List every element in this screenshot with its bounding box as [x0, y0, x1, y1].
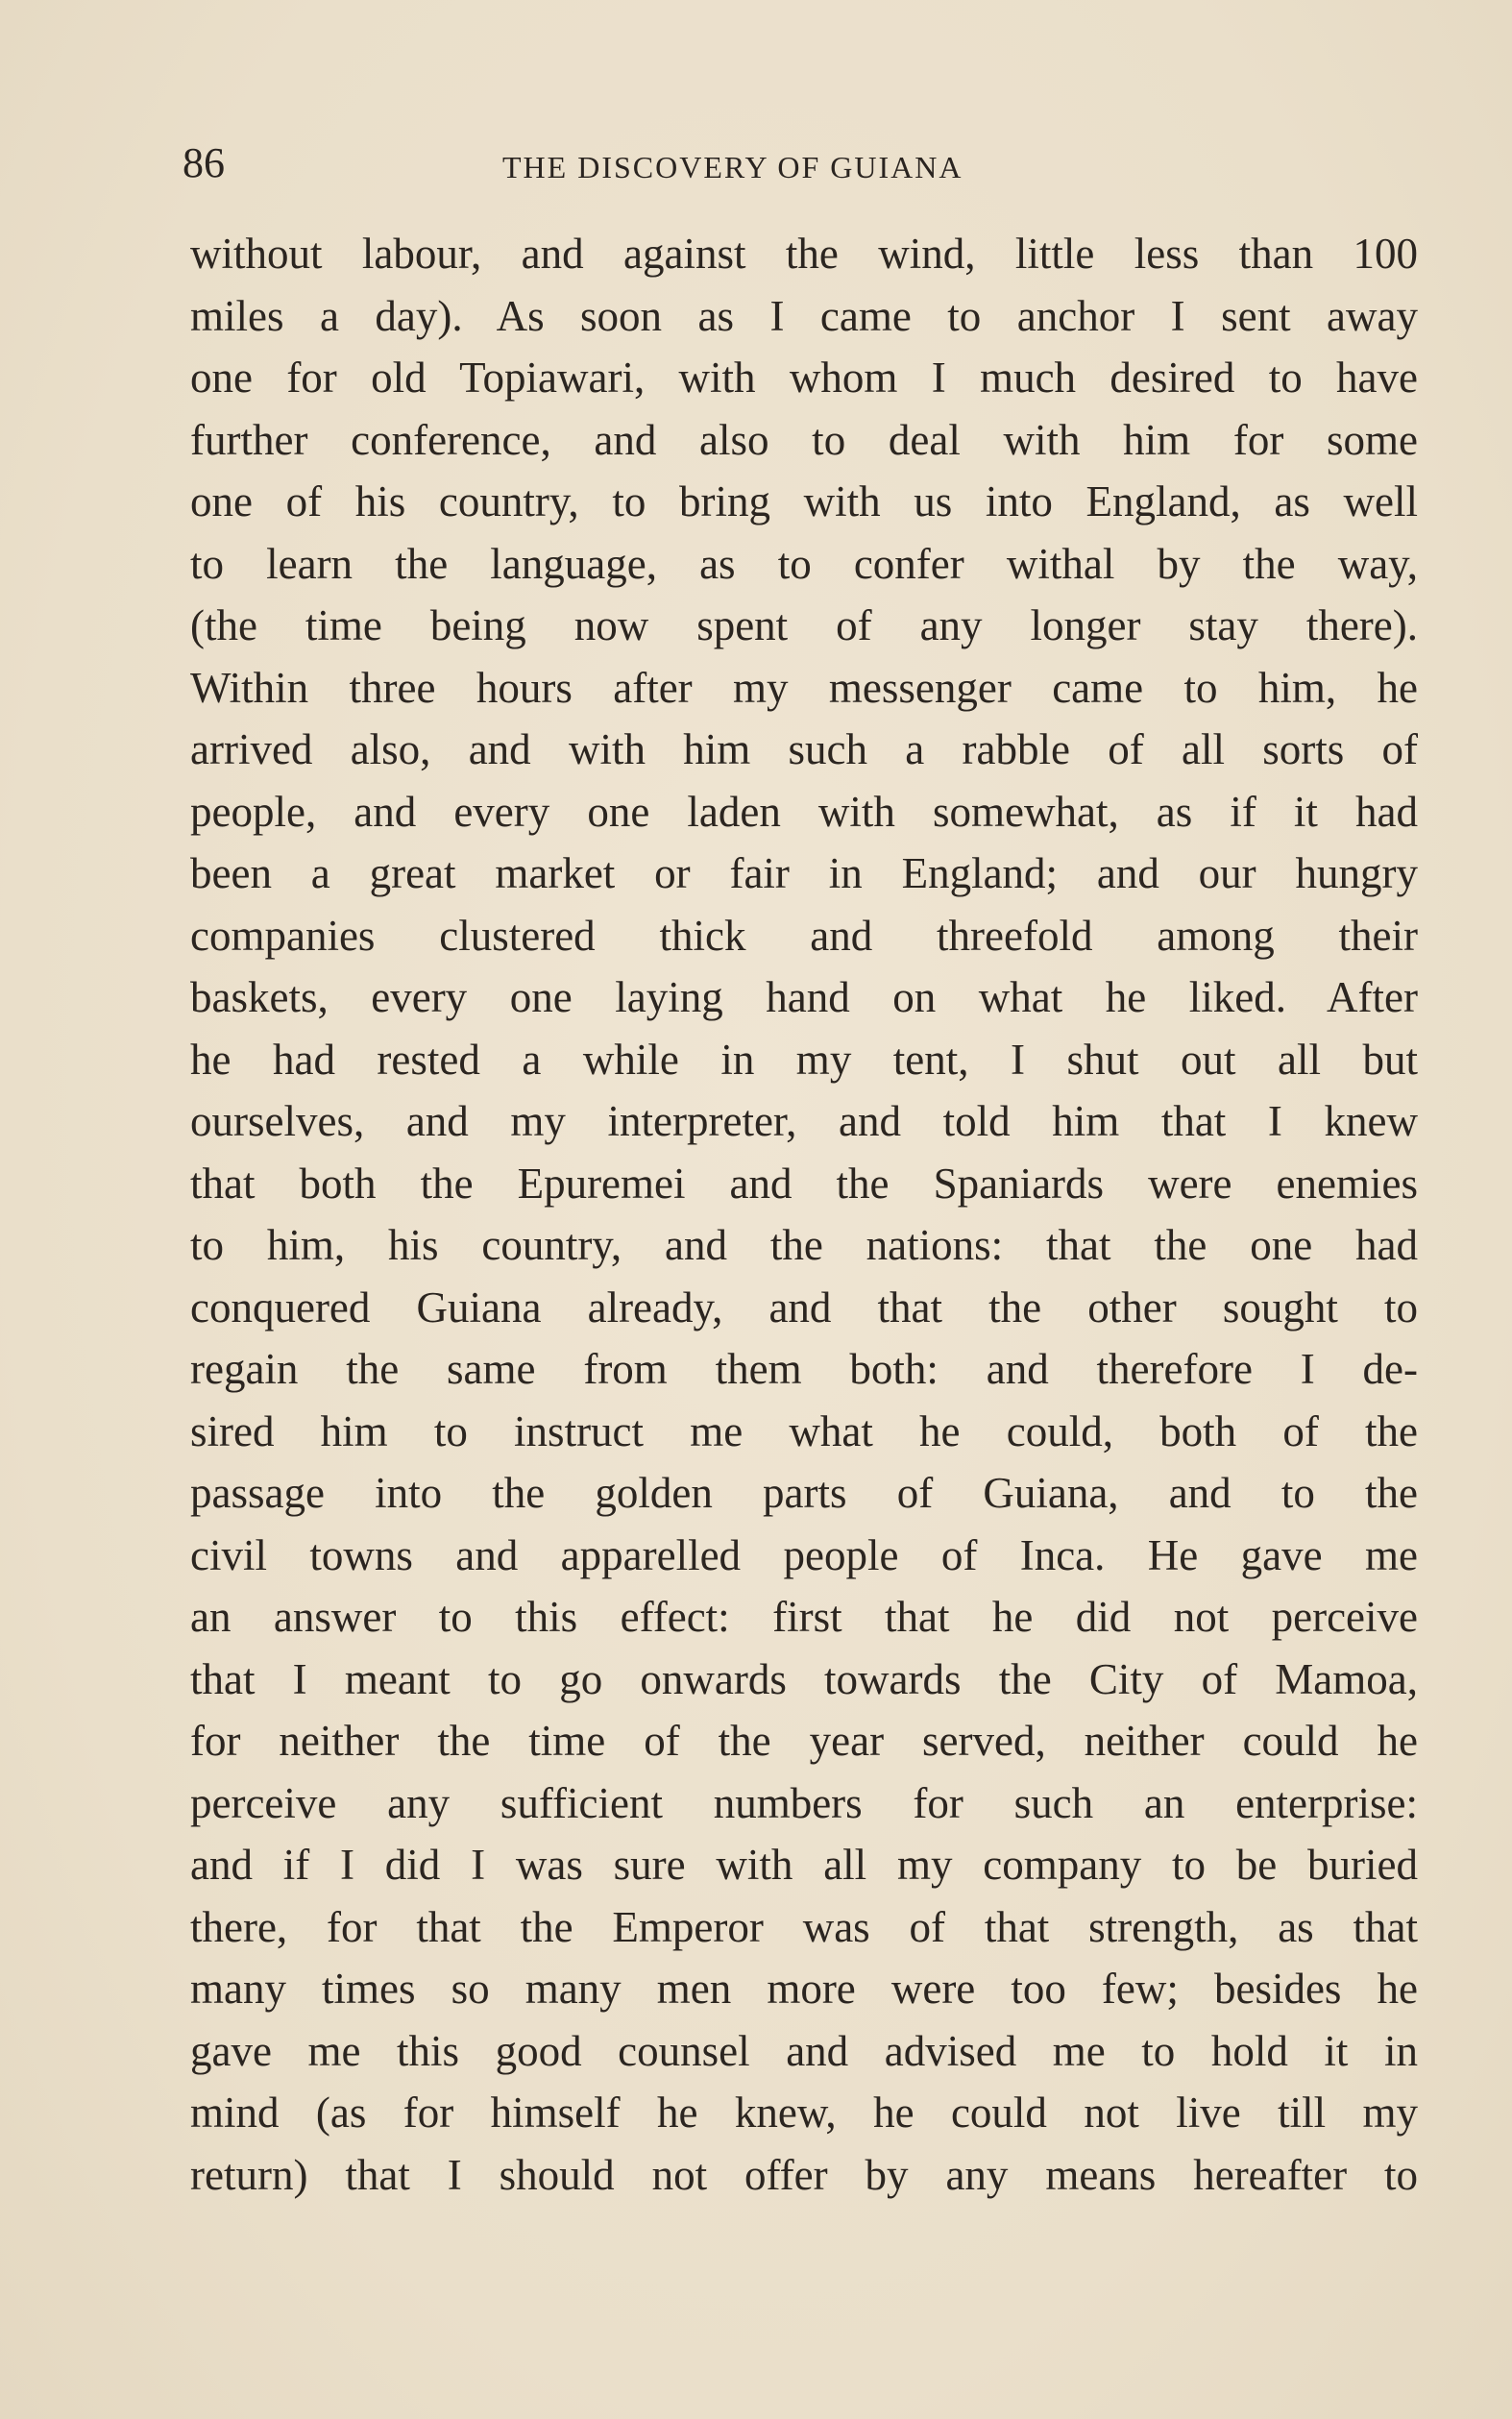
text-line: civil towns and apparelled people of Inca. He gave me — [190, 1530, 1418, 1579]
text-line: for neither the time of the year served, neither could he — [190, 1717, 1418, 1765]
text-line: many times so many men more were too few; besides he — [190, 1965, 1418, 2013]
text-line: that both the Epuremei and the Spaniards were enemies — [190, 1159, 1418, 1208]
text-line: sired him to instruct me what he could, both of the — [190, 1406, 1418, 1455]
text-line: been a great market or fair in England; and our hungry — [190, 849, 1418, 897]
text-line: without labour, and against the wind, little less than 100 — [190, 230, 1418, 278]
text-line: baskets, every one laying hand on what he liked. After — [190, 973, 1418, 1021]
running-title: THE DISCOVERY OF GUIANA — [502, 150, 963, 184]
text-line: to learn the language, as to confer withal by the way, — [190, 539, 1418, 588]
text-line: that I meant to go onwards towards the City of Mamoa, — [190, 1654, 1418, 1703]
text-line: further conference, and also to deal with him for some — [190, 415, 1418, 464]
text-line: regain the same from them both: and therefore I de- — [190, 1345, 1418, 1393]
text-line: an answer to this effect: first that he did not perceive — [190, 1593, 1418, 1641]
text-line: return) that I should not offer by any means hereafter to — [190, 2150, 1418, 2199]
text-line: ourselves, and my interpreter, and told him that I knew — [190, 1097, 1418, 1145]
text-line: one for old Topiawari, with whom I much desired to have — [190, 354, 1418, 402]
page-header — [183, 134, 1422, 192]
text-line: passage into the golden parts of Guiana, and to the — [190, 1469, 1418, 1517]
text-line: to him, his country, and the nations: that the one had — [190, 1221, 1418, 1269]
text-line: he had rested a while in my tent, I shut out all but — [190, 1035, 1418, 1084]
text-line: one of his country, to bring with us into England, as well — [190, 477, 1418, 525]
text-line: conquered Guiana already, and that the other sought to — [190, 1283, 1418, 1332]
text-line: Within three hours after my messenger came to him, he — [190, 663, 1418, 712]
text-line: perceive any sufficient numbers for such an enterprise: — [190, 1778, 1418, 1827]
text-line: mind (as for himself he knew, he could not live till my — [190, 2089, 1418, 2137]
text-line: there, for that the Emperor was of that strength, as that — [190, 1902, 1418, 1951]
page-number: 86 — [183, 139, 225, 186]
text-line: companies clustered thick and threefold among their — [190, 911, 1418, 960]
text-line: (the time being now spent of any longer stay there). — [190, 601, 1418, 649]
text-line: people, and every one laden with somewhat, as if it had — [190, 787, 1418, 836]
text-line: and if I did I was sure with all my company to be buried — [190, 1841, 1418, 1889]
text-line: arrived also, and with him such a rabble of all sorts of — [190, 725, 1418, 773]
text-line: miles a day). As soon as I came to anchor I sent away — [190, 291, 1418, 340]
body-text — [190, 223, 1418, 2206]
text-line: gave me this good counsel and advised me to hold it in — [190, 2026, 1418, 2075]
